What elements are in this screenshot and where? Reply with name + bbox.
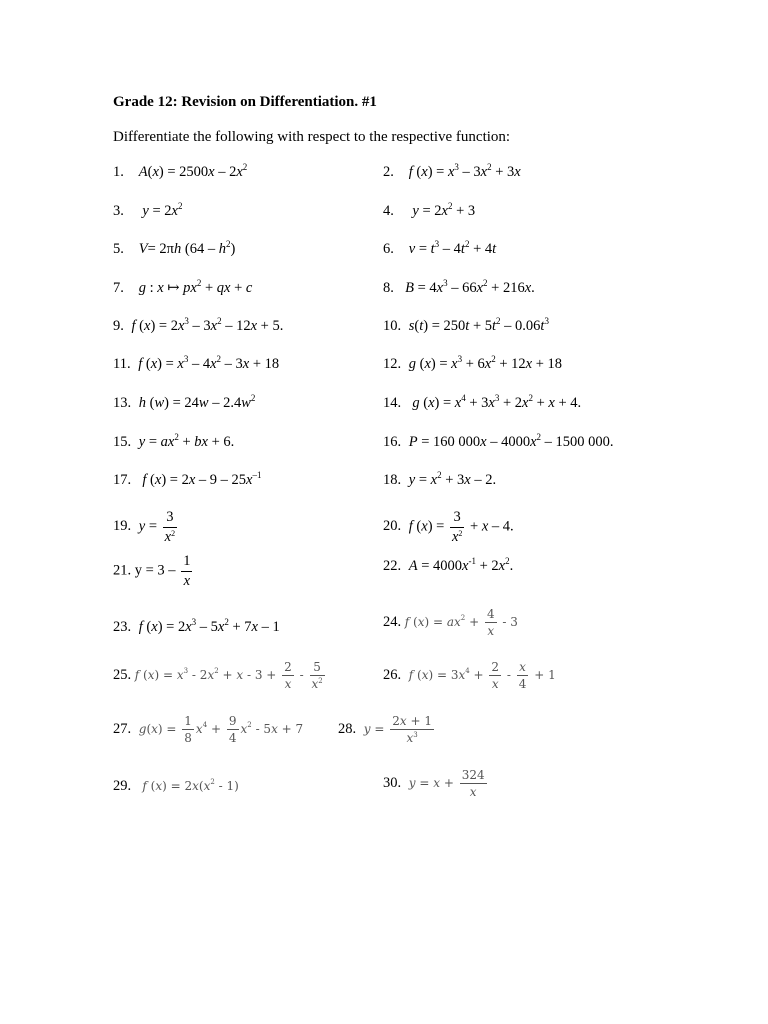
fraction: $\frac{324}{x}$ bbox=[461, 768, 485, 799]
question-14: 14. g $(x) = x^4 + 3x^3 + 2x^2 + x + 4$. bbox=[383, 393, 582, 411]
question-13: 13. h $(w) = 24w - 2.4w^2$ bbox=[113, 393, 256, 411]
question-20: 20. f (x) = $\frac{3}{x^2}$ + x – 4. bbox=[383, 509, 514, 545]
question-3: 3. $y = 2x^2$ bbox=[113, 201, 183, 219]
question-8: 8. $B = 4x^3 - 66x^2 + 216x$. bbox=[383, 278, 535, 296]
question-1: 1. $A(x) = 2500x - 2x^2$ bbox=[113, 162, 248, 180]
question-7: 7. g : x ↦ $px^2$ + qx + c bbox=[113, 278, 253, 296]
question-11: 11. f $(x) = x^3 - 4x^2 - 3x + 18$ bbox=[113, 354, 280, 372]
question-4: 4. $y = 2x^2 + 3$ bbox=[383, 201, 476, 219]
fraction: $\frac{1}{8}$ bbox=[184, 714, 192, 745]
fraction: $\frac{2x + 1}{x^3}$ bbox=[392, 714, 432, 745]
question-24: 24. f $(x) = ax^2$ + $\frac{4}{x}$ - 3 bbox=[383, 607, 518, 638]
question-2: 2. f $(x) = x^3 - 3x^2 + 3x$ bbox=[383, 162, 521, 180]
fraction: $\frac{3}{x^2}$ bbox=[451, 509, 463, 545]
fraction: $\frac{2}{x}$ bbox=[491, 660, 500, 691]
question-29: 29. f $(x) = 2x(x^2 - 1)$ bbox=[113, 778, 239, 794]
question-9: 9. f $(x) = 2x^3 - 3x^2 - 12x + 5$. bbox=[113, 316, 284, 334]
fraction: $\frac{x}{4}$ bbox=[518, 660, 527, 691]
question-30: 30. y = x + $\frac{324}{x}$ bbox=[383, 768, 485, 799]
question-5: 5. V= 2πh $(64 - h^2)$ bbox=[113, 239, 236, 257]
fraction: $\frac{2}{x}$ bbox=[284, 660, 292, 691]
question-25: 25. f $(x) = x^3 - 2x^2 + x - 3$ + $\frac{2}{x}$ - $\frac{5}{x^2}$ bbox=[113, 660, 323, 691]
fraction: $\frac{9}{4}$ bbox=[228, 714, 237, 745]
fraction: $\frac{3}{x^2}$ bbox=[164, 509, 176, 545]
question-16: 16. P = 160 $000x - 4000x^2 - 1500$ 000. bbox=[383, 432, 614, 450]
fraction: $\frac{5}{x^2}$ bbox=[311, 660, 323, 691]
question-17: 17. f $(x) = 2x - 9 - 25x^{-1}$ bbox=[113, 470, 262, 488]
question-6: 6. $v = t^3 - 4t^2 + 4t$ bbox=[383, 239, 497, 257]
fraction: $\frac{1}{x}$ bbox=[183, 553, 191, 589]
question-10: 10. $s(t) = 250t + 5t^2 - 0.06t^3$ bbox=[383, 316, 549, 334]
page-title: Grade 12: Revision on Differentiation. #1 bbox=[113, 94, 377, 110]
question-22: 22. $A = 4000x^{-1} + 2x^2$. bbox=[383, 556, 514, 574]
question-23: 23. f $(x) = 2x^3 - 5x^2 + 7x - 1$ bbox=[113, 617, 280, 635]
instruction-text: Differentiate the following with respect to the respective function: bbox=[113, 129, 511, 145]
fraction: $\frac{4}{x}$ bbox=[486, 607, 495, 638]
question-27: 27. g(x) = $\frac{1}{8}$ $x^4$ + $\frac{9}{4}$ $x^2 - 5x + 7$ bbox=[113, 714, 304, 745]
question-21: 21. y = 3 – $\frac{1}{x}$ bbox=[113, 553, 191, 589]
question-19: 19. y = $\frac{3}{x^2}$ bbox=[113, 509, 176, 545]
question-15: 15. $y = ax^2$ + bx + 6. bbox=[113, 432, 235, 450]
question-26: 26. f $(x) = 3x^4$ + $\frac{2}{x}$ - $\frac{x}{4}$ + 1 bbox=[383, 660, 556, 691]
question-12: 12. g $(x) = x^3 + 6x^2 + 12x + 18$ bbox=[383, 354, 563, 372]
question-28: 28. y = $\frac{2x + 1}{x^3}$ bbox=[338, 714, 432, 745]
question-18: 18. $y = x^2 + 3x - 2$. bbox=[383, 470, 497, 488]
